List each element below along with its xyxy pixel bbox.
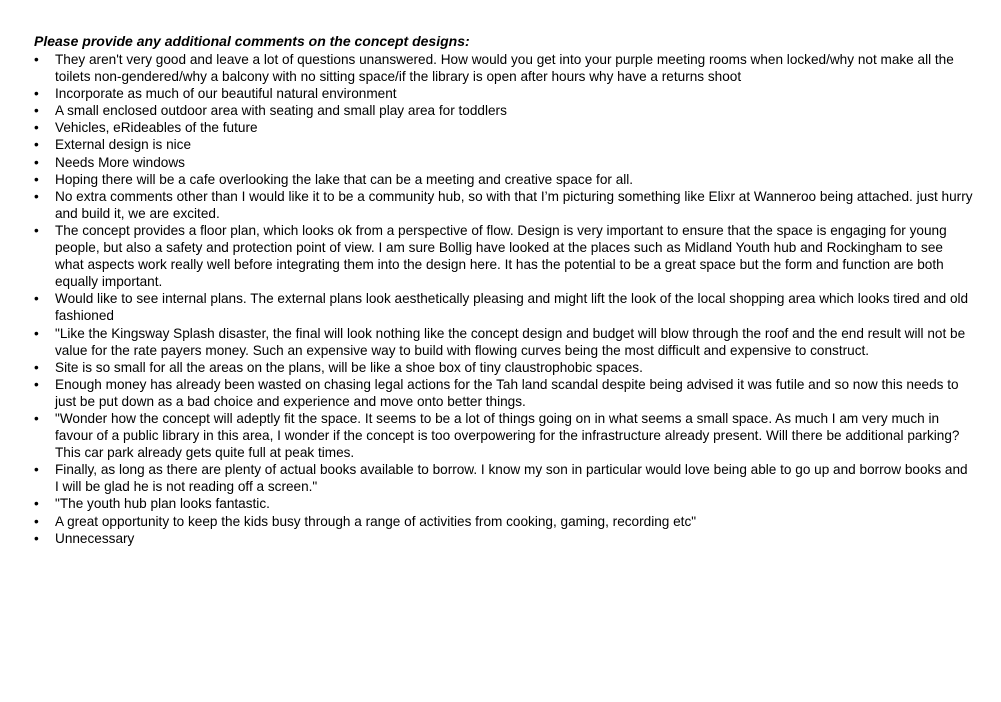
list-item — [34, 102, 974, 119]
comment-text: External design is nice — [55, 137, 192, 153]
list-item — [34, 495, 974, 512]
bullet-icon: • — [34, 103, 39, 119]
bullet-icon: • — [34, 154, 39, 170]
bullet-icon: • — [34, 137, 39, 153]
comment-text: "Wonder how the concept will adeptly fit the space. It seems to be a lot of things going on in what seems a small space. As much I am very much in favour of a public library in this area, I wonder if the concept is too overpowering for the infrastructure already present. Will there be additional parking? This car park already gets quite full at peak times. — [55, 410, 960, 461]
comment-text: "Like the Kingsway Splash disaster, the final will look nothing like the concept design and budget will blow through the roof and the end result will not be value for the rate payers money. Such an expensive way to build with flowing curves being the most difficult and expensive to construct. — [55, 325, 966, 358]
bullet-icon: • — [34, 325, 39, 341]
comment-text: They aren't very good and leave a lot of questions unanswered. How would you get into your purple meeting rooms when locked/why not make all the toilets non-gendered/why a balcony with no sitting space/if the library is open after hours why have a returns shoot — [55, 52, 954, 85]
comment-text: The concept provides a floor plan, which looks ok from a perspective of flow. Design is very important to ensure that the space is engaging for young people, but also a safety and protection point of view. I am sure Bollig have looked at the places such as Midland Youth hub and Rockingham to see what aspects work really well before integrating them into the design here. It has the potential to be a great space but the form and function are both equally important. — [55, 222, 947, 290]
comment-text: Vehicles, eRideables of the future — [55, 120, 258, 136]
bullet-icon: • — [34, 462, 39, 478]
list-item — [34, 154, 974, 171]
list-item — [34, 136, 974, 153]
bullet-icon: • — [34, 359, 39, 375]
comment-text: "The youth hub plan looks fantastic. — [55, 496, 270, 512]
bullet-icon: • — [34, 513, 39, 529]
list-item — [34, 290, 974, 324]
list-item — [34, 51, 974, 85]
list-item — [34, 410, 974, 461]
comment-text: Needs More windows — [55, 154, 185, 170]
comment-text: A great opportunity to keep the kids busy through a range of activities from cooking, gaming, recording etc" — [55, 513, 697, 529]
comment-text: Unnecessary — [55, 530, 135, 546]
list-item — [34, 376, 974, 410]
comment-text: Hoping there will be a cafe overlooking the lake that can be a meeting and creative space for all. — [55, 171, 634, 187]
bullet-icon: • — [34, 171, 39, 187]
document-page — [34, 33, 974, 547]
bullet-icon: • — [34, 222, 39, 238]
comment-text: No extra comments other than I would like it to be a community hub, so with that I’m picturing something like Elixr at Wanneroo being attached. just hurry and build it, we are excited. — [55, 188, 973, 221]
comments-list — [34, 51, 974, 547]
section-heading: Please provide any additional comments on the concept designs: — [34, 33, 470, 49]
bullet-icon: • — [34, 410, 39, 426]
list-item — [34, 359, 974, 376]
bullet-icon: • — [34, 86, 39, 102]
bullet-icon: • — [34, 376, 39, 392]
bullet-icon: • — [34, 188, 39, 204]
bullet-icon: • — [34, 291, 39, 307]
list-item — [34, 461, 974, 495]
list-item — [34, 513, 974, 530]
comment-text: Finally, as long as there are plenty of actual books available to borrow. I know my son in particular would love being able to go up and borrow books and I will be glad he is not reading off a screen." — [55, 462, 968, 495]
list-item — [34, 85, 974, 102]
comment-text: Incorporate as much of our beautiful natural environment — [55, 86, 397, 102]
bullet-icon: • — [34, 496, 39, 512]
list-item — [34, 188, 974, 222]
list-item — [34, 171, 974, 188]
comment-text: Would like to see internal plans. The external plans look aesthetically pleasing and might lift the look of the local shopping area which looks tired and old fashioned — [55, 291, 969, 324]
list-item — [34, 222, 974, 290]
bullet-icon: • — [34, 530, 39, 546]
list-item — [34, 530, 974, 547]
comment-text: Site is so small for all the areas on the plans, will be like a shoe box of tiny claustrophobic spaces. — [55, 359, 643, 375]
comment-text: A small enclosed outdoor area with seating and small play area for toddlers — [55, 103, 507, 119]
bullet-icon: • — [34, 120, 39, 136]
list-item — [34, 119, 974, 136]
comment-text: Enough money has already been wasted on chasing legal actions for the Tah land scandal despite being advised it was futile and so now this needs to just be put down as a bad choice and experience and move onto better things. — [55, 376, 959, 409]
list-item — [34, 325, 974, 359]
bullet-icon: • — [34, 52, 39, 67]
